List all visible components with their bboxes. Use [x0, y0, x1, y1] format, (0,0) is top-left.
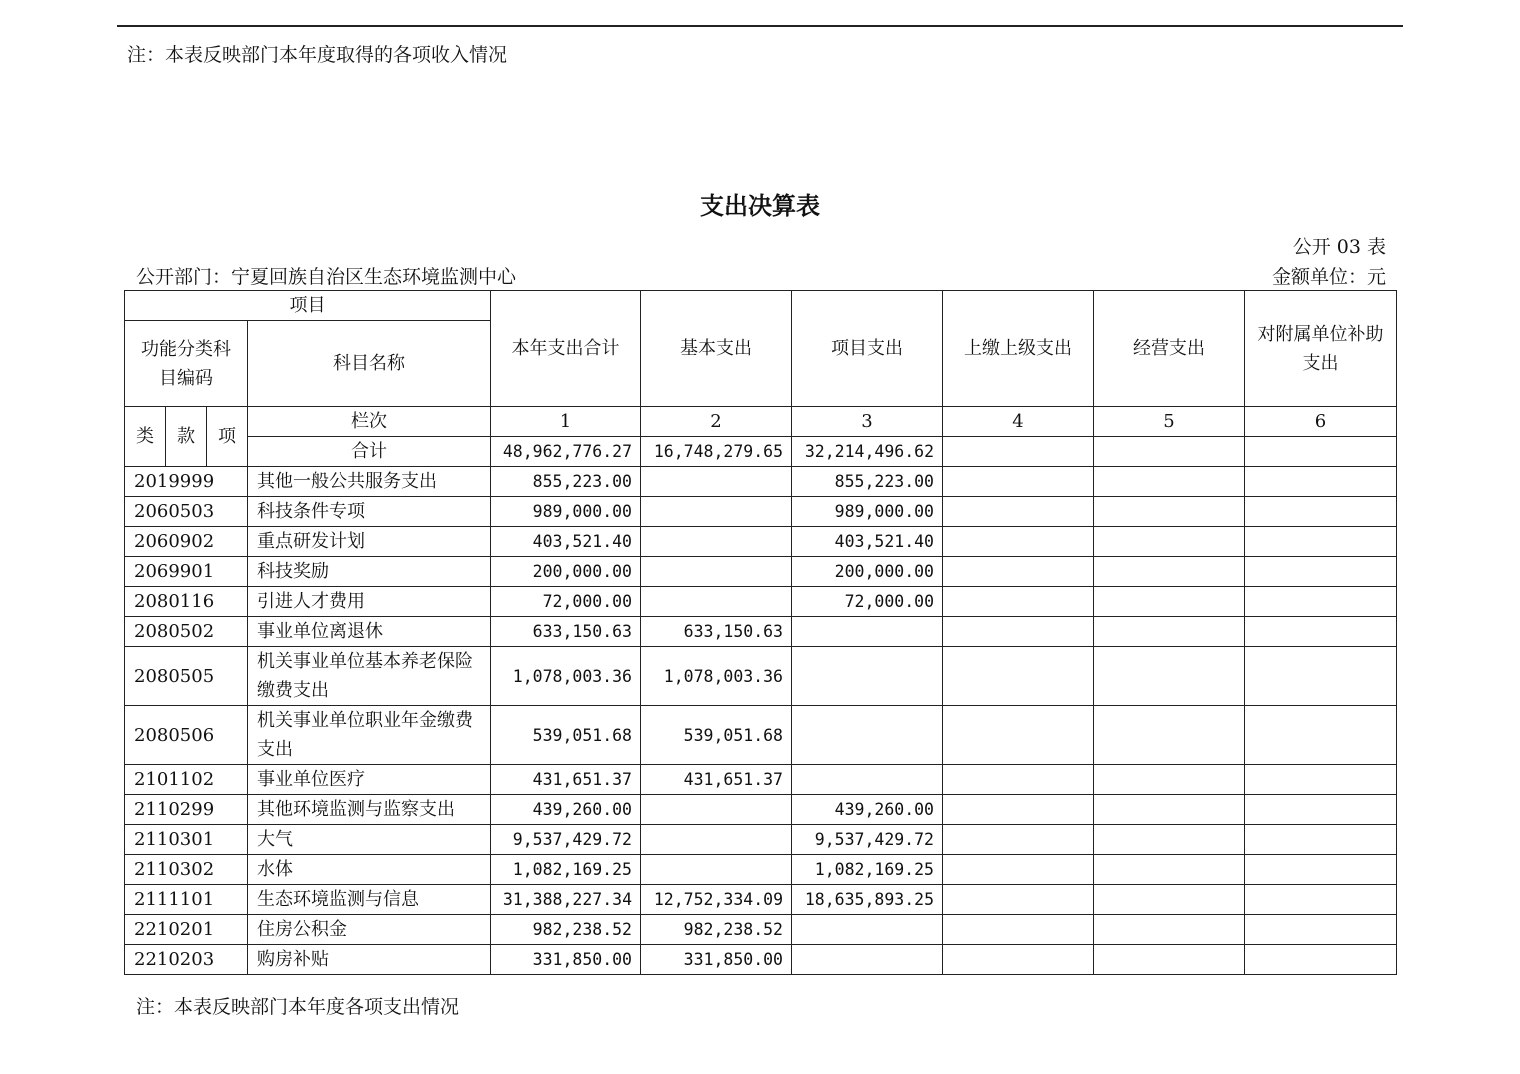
- table-row: [125, 557, 1397, 587]
- total-cell: 439,260.00: [491, 795, 641, 825]
- basic-cell: 982,238.52: [641, 915, 792, 945]
- amount-unit-label: 金额单位：元: [1271, 266, 1386, 288]
- total-row-project: 32,214,496.62: [792, 437, 943, 467]
- function-code-cell: 2060902: [125, 527, 248, 557]
- table-row: [125, 706, 1397, 765]
- header-project: 项目: [125, 291, 491, 321]
- subject-name-cell: 生态环境监测与信息: [248, 885, 491, 915]
- subsidy-cell: [1245, 587, 1397, 617]
- subsidy-cell: [1245, 557, 1397, 587]
- subject-name-cell: 引进人才费用: [248, 587, 491, 617]
- project-cell: 439,260.00: [792, 795, 943, 825]
- table-row: [125, 885, 1397, 915]
- subject-name-cell: 购房补贴: [248, 945, 491, 975]
- operating-cell: [1094, 855, 1245, 885]
- subsidy-cell: [1245, 617, 1397, 647]
- function-code-cell: 2110299: [125, 795, 248, 825]
- operating-cell: [1094, 557, 1245, 587]
- subsidy-cell: [1245, 497, 1397, 527]
- project-cell: 1,082,169.25: [792, 855, 943, 885]
- subject-name-cell: 科技条件专项: [248, 497, 491, 527]
- table-row: [125, 765, 1397, 795]
- subject-name-cell: 水体: [248, 855, 491, 885]
- operating-cell: [1094, 617, 1245, 647]
- total-cell: 331,850.00: [491, 945, 641, 975]
- table-row: [125, 855, 1397, 885]
- project-cell: 18,635,893.25: [792, 885, 943, 915]
- basic-cell: 1,078,003.36: [641, 647, 792, 706]
- table-row: [125, 527, 1397, 557]
- basic-cell: 633,150.63: [641, 617, 792, 647]
- superior-cell: [943, 647, 1094, 706]
- basic-cell: [641, 527, 792, 557]
- total-row-basic: 16,748,279.65: [641, 437, 792, 467]
- subsidy-cell: [1245, 945, 1397, 975]
- total-cell: 982,238.52: [491, 915, 641, 945]
- function-code-cell: 2101102: [125, 765, 248, 795]
- operating-cell: [1094, 915, 1245, 945]
- col-number: 2: [641, 407, 792, 437]
- operating-cell: [1094, 587, 1245, 617]
- subsidy-cell: [1245, 795, 1397, 825]
- basic-cell: [641, 497, 792, 527]
- total-cell: 633,150.63: [491, 617, 641, 647]
- project-cell: [792, 765, 943, 795]
- operating-cell: [1094, 647, 1245, 706]
- project-cell: [792, 706, 943, 765]
- expenditure-table: [124, 290, 1397, 975]
- project-cell: 72,000.00: [792, 587, 943, 617]
- superior-cell: [943, 587, 1094, 617]
- function-code-cell: 2080506: [125, 706, 248, 765]
- project-cell: 989,000.00: [792, 497, 943, 527]
- header-col-operating: 经营支出: [1094, 291, 1245, 407]
- header-col-project: 项目支出: [792, 291, 943, 407]
- header-code-label: 功能分类科目编码: [125, 321, 248, 407]
- project-cell: [792, 647, 943, 706]
- subject-name-cell: 大气: [248, 825, 491, 855]
- operating-cell: [1094, 765, 1245, 795]
- subject-name-cell: 住房公积金: [248, 915, 491, 945]
- total-row-total: 48,962,776.27: [491, 437, 641, 467]
- bottom-note: 注：本表反映部门本年度各项支出情况: [136, 996, 460, 1018]
- superior-cell: [943, 915, 1094, 945]
- subsidy-cell: [1245, 885, 1397, 915]
- basic-cell: [641, 795, 792, 825]
- operating-cell: [1094, 527, 1245, 557]
- table-row: [125, 587, 1397, 617]
- superior-cell: [943, 706, 1094, 765]
- superior-cell: [943, 497, 1094, 527]
- total-row-label: 合计: [248, 437, 491, 467]
- superior-cell: [943, 765, 1094, 795]
- basic-cell: 331,850.00: [641, 945, 792, 975]
- subsidy-cell: [1245, 647, 1397, 706]
- function-code-cell: 2210201: [125, 915, 248, 945]
- table-row: [125, 795, 1397, 825]
- col-number: 6: [1245, 407, 1397, 437]
- basic-cell: 431,651.37: [641, 765, 792, 795]
- subject-name-cell: 重点研发计划: [248, 527, 491, 557]
- basic-cell: [641, 825, 792, 855]
- total-cell: 31,388,227.34: [491, 885, 641, 915]
- project-cell: [792, 617, 943, 647]
- total-cell: 9,537,429.72: [491, 825, 641, 855]
- total-cell: 539,051.68: [491, 706, 641, 765]
- page-title: 支出决算表: [700, 191, 820, 220]
- subject-name-cell: 其他环境监测与监察支出: [248, 795, 491, 825]
- project-cell: 9,537,429.72: [792, 825, 943, 855]
- total-cell: 200,000.00: [491, 557, 641, 587]
- total-cell: 1,078,003.36: [491, 647, 641, 706]
- department-label: 公开部门：宁夏回族自治区生态环境监测中心: [136, 266, 517, 288]
- operating-cell: [1094, 795, 1245, 825]
- function-code-cell: 2019999: [125, 467, 248, 497]
- header-lanci: 栏次: [248, 407, 491, 437]
- total-cell: 989,000.00: [491, 497, 641, 527]
- subject-name-cell: 机关事业单位职业年金缴费支出: [248, 706, 491, 765]
- table-row: [125, 617, 1397, 647]
- header-col-subsidy: 对附属单位补助支出: [1245, 291, 1397, 407]
- total-row-operating: [1094, 437, 1245, 467]
- subsidy-cell: [1245, 765, 1397, 795]
- header-name-label: 科目名称: [248, 321, 491, 407]
- header-kuan: 款: [166, 407, 207, 467]
- header-xiang: 项: [207, 407, 248, 467]
- header-lei: 类: [125, 407, 166, 467]
- superior-cell: [943, 795, 1094, 825]
- total-row-superior: [943, 437, 1094, 467]
- subject-name-cell: 事业单位医疗: [248, 765, 491, 795]
- basic-cell: [641, 855, 792, 885]
- total-cell: 72,000.00: [491, 587, 641, 617]
- basic-cell: [641, 467, 792, 497]
- total-cell: 855,223.00: [491, 467, 641, 497]
- col-number: 3: [792, 407, 943, 437]
- function-code-cell: 2210203: [125, 945, 248, 975]
- basic-cell: [641, 587, 792, 617]
- subject-name-cell: 其他一般公共服务支出: [248, 467, 491, 497]
- top-note: 注：本表反映部门本年度取得的各项收入情况: [127, 44, 508, 66]
- superior-cell: [943, 527, 1094, 557]
- project-cell: [792, 945, 943, 975]
- function-code-cell: 2080502: [125, 617, 248, 647]
- function-code-cell: 2080116: [125, 587, 248, 617]
- table-row: [125, 467, 1397, 497]
- col-number: 1: [491, 407, 641, 437]
- form-number: 公开 03 表: [1292, 236, 1386, 258]
- total-row-subsidy: [1245, 437, 1397, 467]
- project-cell: 200,000.00: [792, 557, 943, 587]
- table-row: [125, 825, 1397, 855]
- operating-cell: [1094, 497, 1245, 527]
- subject-name-cell: 科技奖励: [248, 557, 491, 587]
- superior-cell: [943, 855, 1094, 885]
- function-code-cell: 2111101: [125, 885, 248, 915]
- subject-name-cell: 机关事业单位基本养老保险缴费支出: [248, 647, 491, 706]
- subsidy-cell: [1245, 527, 1397, 557]
- table-row: [125, 497, 1397, 527]
- subsidy-cell: [1245, 915, 1397, 945]
- superior-cell: [943, 617, 1094, 647]
- total-cell: 431,651.37: [491, 765, 641, 795]
- table-row: [125, 915, 1397, 945]
- superior-cell: [943, 885, 1094, 915]
- basic-cell: 12,752,334.09: [641, 885, 792, 915]
- operating-cell: [1094, 945, 1245, 975]
- header-col-superior: 上缴上级支出: [943, 291, 1094, 407]
- operating-cell: [1094, 467, 1245, 497]
- operating-cell: [1094, 706, 1245, 765]
- subsidy-cell: [1245, 706, 1397, 765]
- superior-cell: [943, 557, 1094, 587]
- function-code-cell: 2110302: [125, 855, 248, 885]
- total-cell: 1,082,169.25: [491, 855, 641, 885]
- project-cell: 403,521.40: [792, 527, 943, 557]
- basic-cell: [641, 557, 792, 587]
- function-code-cell: 2060503: [125, 497, 248, 527]
- superior-cell: [943, 825, 1094, 855]
- function-code-cell: 2110301: [125, 825, 248, 855]
- table-row: [125, 945, 1397, 975]
- subsidy-cell: [1245, 825, 1397, 855]
- total-cell: 403,521.40: [491, 527, 641, 557]
- subject-name-cell: 事业单位离退休: [248, 617, 491, 647]
- header-col-total: 本年支出合计: [491, 291, 641, 407]
- table-row: [125, 647, 1397, 706]
- subsidy-cell: [1245, 855, 1397, 885]
- function-code-cell: 2069901: [125, 557, 248, 587]
- project-cell: [792, 915, 943, 945]
- col-number: 4: [943, 407, 1094, 437]
- superior-cell: [943, 467, 1094, 497]
- operating-cell: [1094, 825, 1245, 855]
- top-rule: [117, 25, 1403, 27]
- function-code-cell: 2080505: [125, 647, 248, 706]
- operating-cell: [1094, 885, 1245, 915]
- col-number: 5: [1094, 407, 1245, 437]
- subsidy-cell: [1245, 467, 1397, 497]
- basic-cell: 539,051.68: [641, 706, 792, 765]
- superior-cell: [943, 945, 1094, 975]
- header-col-basic: 基本支出: [641, 291, 792, 407]
- project-cell: 855,223.00: [792, 467, 943, 497]
